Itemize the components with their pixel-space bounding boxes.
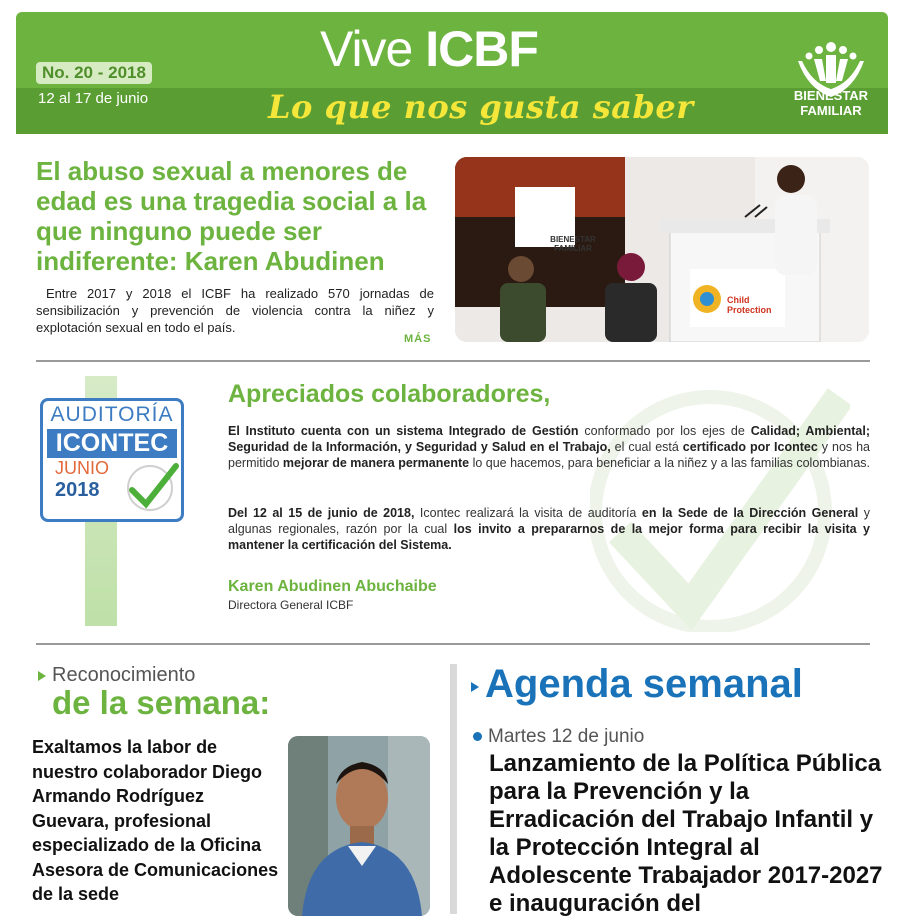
brand-prefix: Vive (320, 21, 413, 77)
signature-name: Karen Abudinen Abuchaibe (228, 578, 437, 595)
section-divider (36, 643, 870, 645)
letter-text-segment: conformado por los ejes de (578, 424, 751, 438)
letter-text-segment: en la Sede de la Dirección General (641, 506, 859, 520)
letter-text-segment: El Instituto cuenta con un sistema Integrado de Gestión (228, 424, 579, 438)
agenda-bullet-icon (473, 732, 482, 741)
lead-story-headline[interactable]: El abuso sexual a menores de edad es una tragedia social a la que ninguno puede ser indiferente: Karen Abudinen (36, 156, 427, 276)
seal-line3: JUNIO (55, 458, 109, 478)
agenda-arrow-icon (471, 682, 479, 692)
logo-text-line2: FAMILIAR (800, 103, 862, 118)
agenda-side-bar (450, 664, 457, 914)
issue-dates: 12 al 17 de junio (38, 90, 149, 107)
agenda-date: Martes 12 de junio (488, 726, 645, 747)
seal-line4: 2018 (55, 479, 100, 501)
photo-banner-text (727, 295, 772, 315)
letter-text-segment: Icontec realizará la visita de auditoría (414, 506, 642, 520)
photo-podium-sign-line1: BIENESTAR (550, 235, 596, 244)
photo-banner-line1: Child (727, 295, 750, 305)
letter-text-segment: Calidad; Ambiental; Seguridad de la Información, y Seguridad y Salud en el Trabajo, (228, 424, 870, 454)
brand-name: ICBF (425, 21, 538, 77)
lead-story-summary: Entre 2017 y 2018 el ICBF ha realizado 570 jornadas de sensibilización y prevención de violencia contra la niñez y explotación sexual en todo el país. (36, 286, 434, 335)
letter-text-segment: y algunas regionales, razón por la cual (228, 506, 870, 536)
tagline: Lo que nos gusta saber (268, 88, 694, 126)
photo-podium-sign-line2: FAMILIAR (554, 244, 592, 253)
photo-banner-line2: Protection (727, 305, 772, 315)
seal-line1: AUDITORÍA (50, 403, 174, 426)
recognition-kicker: Reconocimiento (52, 664, 196, 686)
letter-text-segment: el cual está (610, 440, 683, 454)
letter-paragraph-1 (228, 423, 870, 471)
recognition-title: de la semana: (52, 684, 271, 721)
recognition-text: Exaltamos la labor de nuestro colaborador Diego Armando Rodríguez Guevara, profesional especializado de la Oficina Asesora de Comunicaciones de la sede (32, 737, 279, 904)
agenda-title: Agenda semanal (485, 662, 803, 706)
letter-title: Apreciados colaboradores, (228, 380, 551, 408)
seal-line2: ICONTEC (47, 429, 177, 458)
recognition-portrait (288, 736, 430, 916)
letter-text-segment: certificado por Icontec (682, 440, 818, 454)
recognition-arrow-icon (38, 671, 46, 681)
issue-number-badge: No. 20 - 2018 (36, 62, 152, 84)
letter-text-segment: los invito a prepararnos de la mejor forma para recibir la visita y mantener la certificación del Sistema. (228, 522, 870, 552)
section-divider (36, 360, 870, 362)
letter-text-segment: lo que hacemos, para beneficiar a la niñez y a las familias colombianas. (469, 456, 871, 470)
portrait-illustration (288, 736, 430, 916)
photo-podium-sign (543, 235, 603, 253)
logo-text-line1: BIENESTAR (793, 88, 869, 103)
read-more-link[interactable]: MÁS (404, 333, 432, 345)
lead-story-photo (455, 157, 869, 342)
signature-role: Directora General ICBF (228, 598, 354, 612)
letter-text-segment: Del 12 al 15 de junio de 2018, (228, 506, 415, 520)
seal-check-icon (124, 462, 180, 514)
letter-paragraph-2 (228, 505, 870, 553)
letter-text-segment: y nos ha permitido (228, 440, 870, 470)
conference-scene-illustration (455, 157, 869, 342)
brand-title (320, 20, 538, 78)
letter-text-segment: mejorar de manera permanente (282, 456, 470, 470)
agenda-event[interactable]: Lanzamiento de la Política Pública para la Prevención y la Erradicación del Trabajo Infantil y la Protección Integral al Adolescente Trabajador 2017-2027 e inauguración del (489, 750, 883, 917)
